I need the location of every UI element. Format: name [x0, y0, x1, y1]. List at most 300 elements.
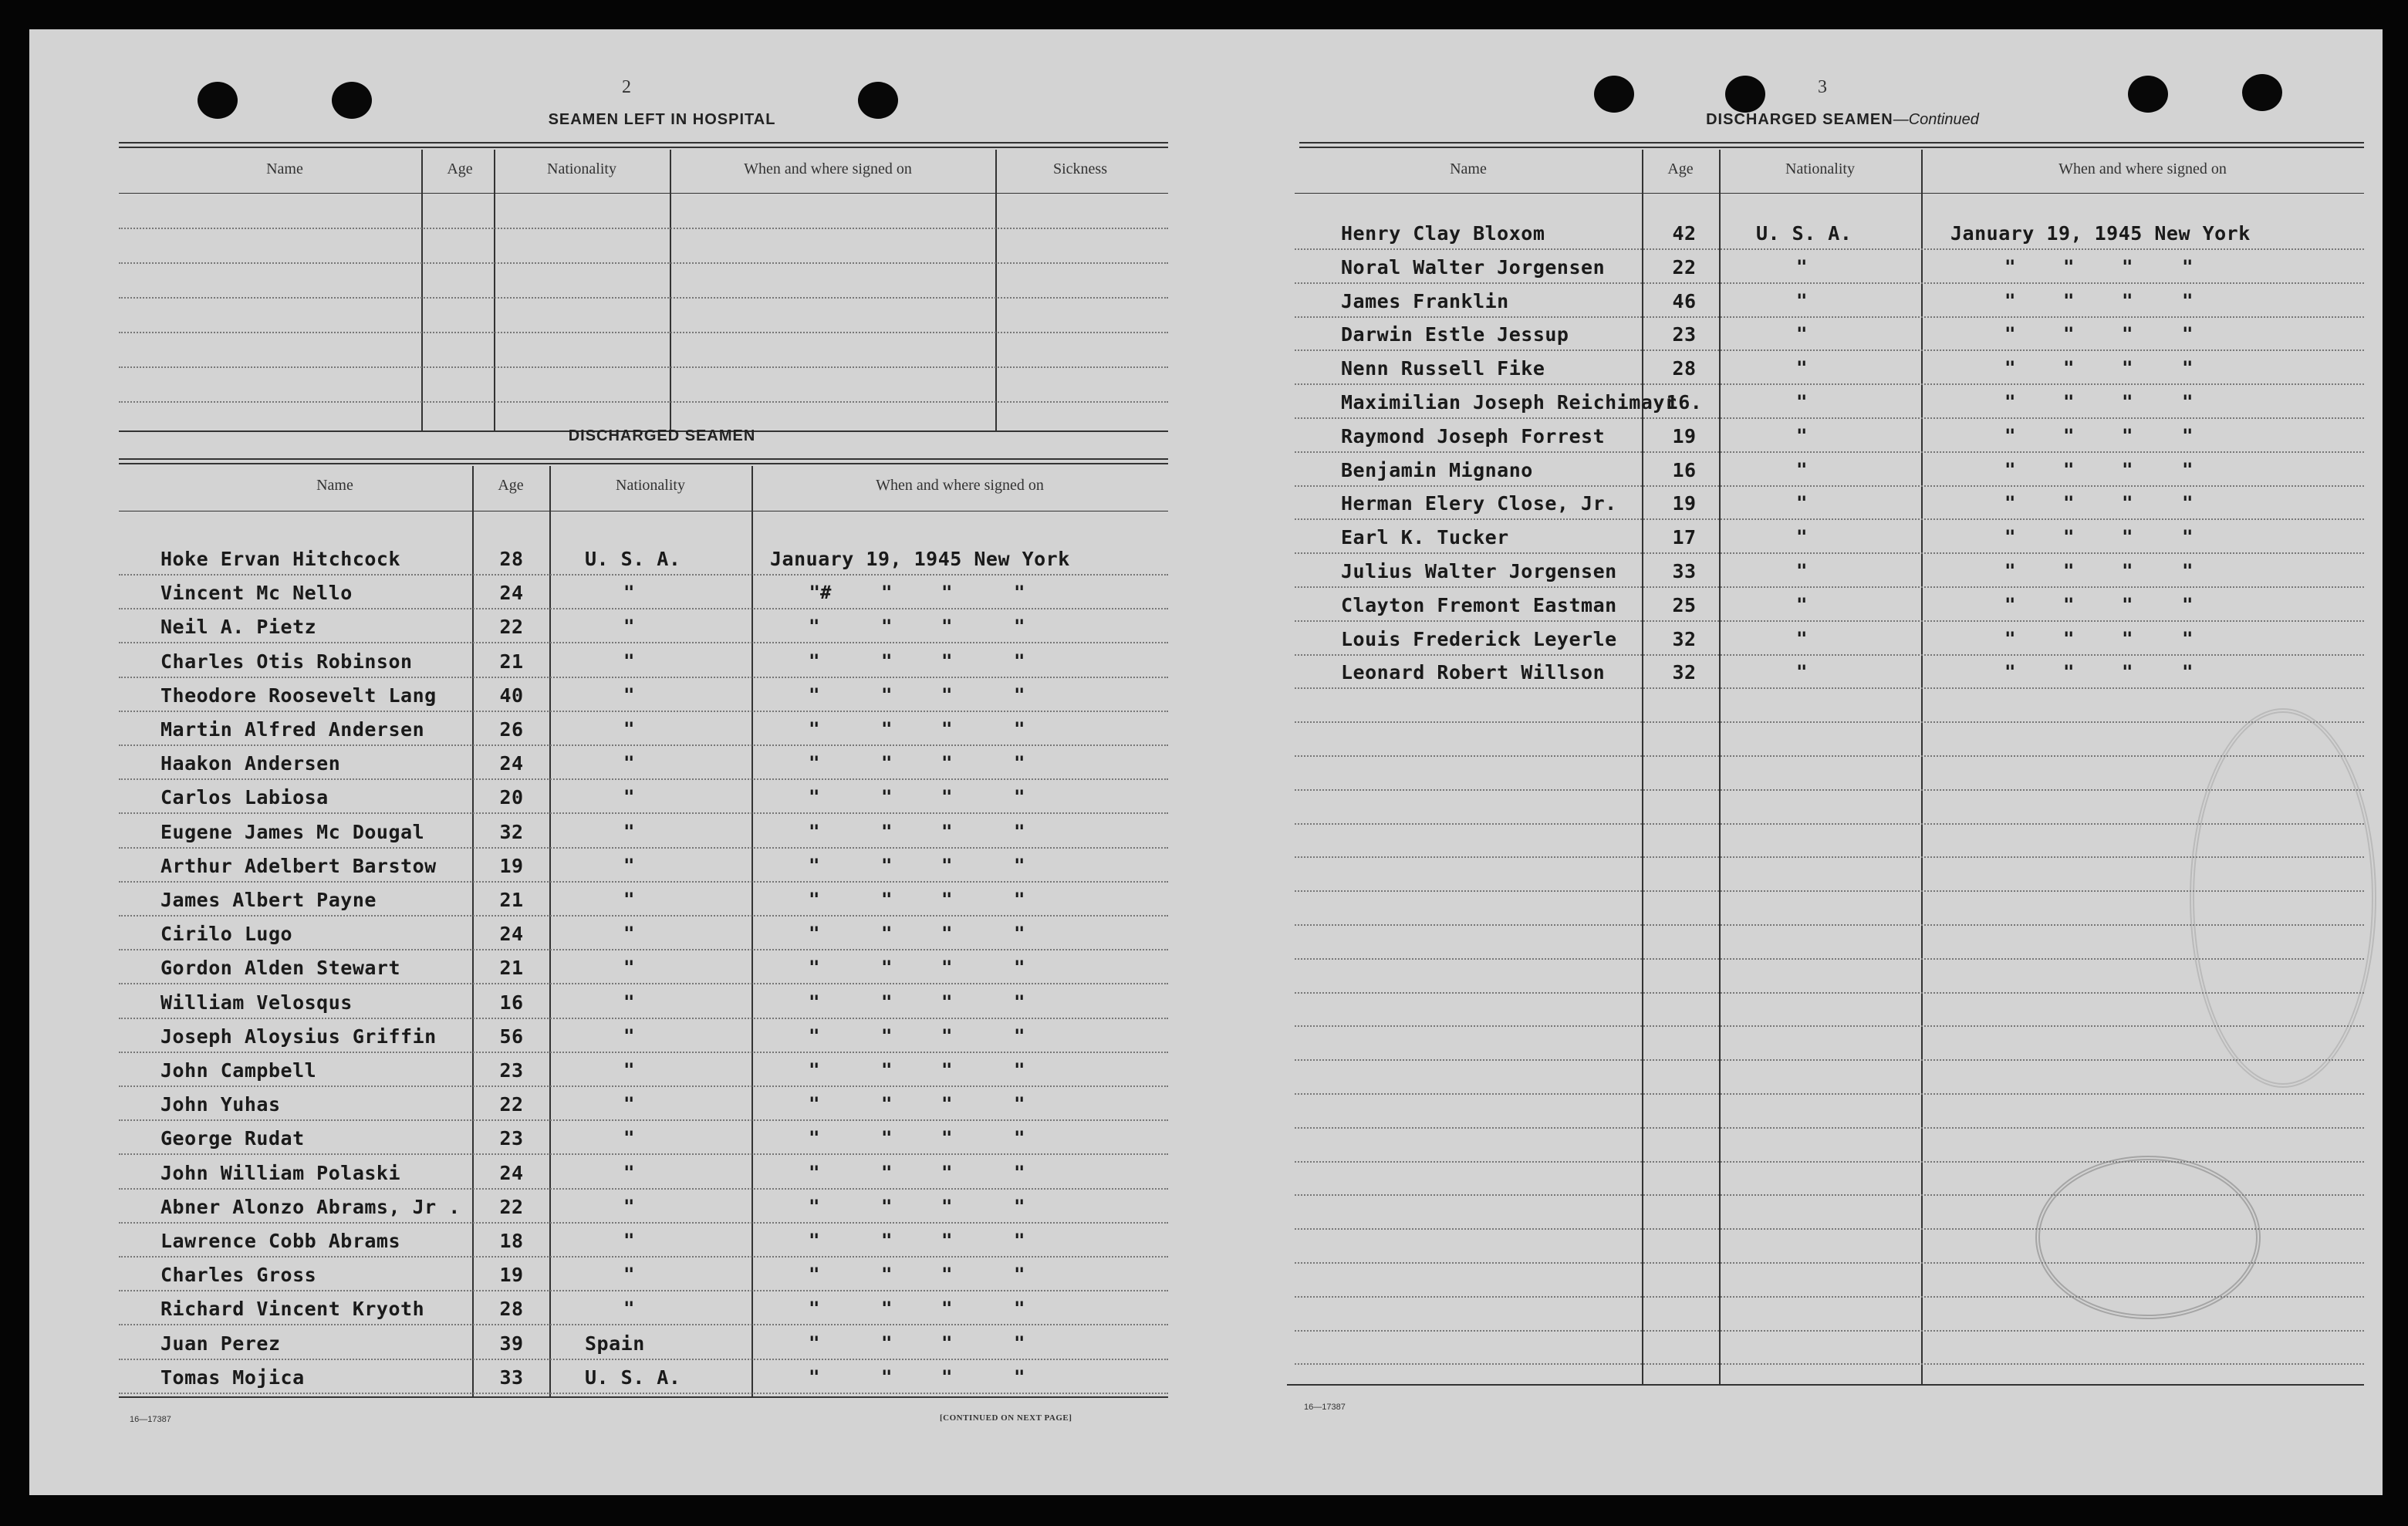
seaman-age: 19: [499, 855, 524, 877]
seaman-nationality: ": [623, 821, 635, 842]
seaman-name: James Franklin: [1341, 290, 1509, 312]
signed-ditto: ": [2182, 492, 2194, 514]
signed-ditto: ": [2122, 425, 2133, 447]
signed-ditto: ": [809, 1127, 820, 1149]
seaman-nationality: ": [623, 616, 635, 637]
signed-ditto: ": [2182, 594, 2194, 616]
signed-ditto: ": [881, 1298, 893, 1319]
signed-ditto: ": [2182, 290, 2194, 312]
seaman-name: Herman Elery Close, Jr.: [1341, 492, 1617, 515]
row-dotted-line: [1295, 1296, 2364, 1298]
row-dotted-line: [119, 847, 1168, 849]
signed-ditto: ": [1014, 1162, 1025, 1183]
hospital-header-name: Name: [266, 160, 303, 177]
signed-ditto: ": [2122, 391, 2133, 413]
seaman-age: 33: [1672, 560, 1697, 582]
row-dotted-line: [1295, 1127, 2364, 1129]
row-dotted-line: [1295, 890, 2364, 892]
seaman-age: 56: [499, 1025, 524, 1048]
row-dotted-line: [1295, 1025, 2364, 1027]
signed-ditto: ": [881, 1366, 893, 1388]
discharged-header-nationality: Nationality: [616, 477, 685, 494]
row-dotted-line: [1295, 316, 2364, 318]
signed-ditto: ": [941, 1264, 953, 1285]
seaman-age: 25: [1672, 594, 1697, 616]
row-dotted-line: [1295, 958, 2364, 960]
row-dotted-line: [1295, 654, 2364, 656]
row-dotted-line: [1295, 1194, 2364, 1196]
seaman-nationality: ": [623, 1025, 635, 1047]
signed-ditto: ": [809, 1059, 820, 1081]
signed-ditto: ": [2063, 492, 2075, 514]
seaman-nationality: ": [623, 923, 635, 944]
row-dotted-line: [119, 1290, 1168, 1291]
signed-ditto: ": [1014, 1196, 1025, 1217]
signed-ditto: ": [941, 1059, 953, 1081]
signed-ditto: ": [881, 582, 893, 603]
signed-ditto: ": [2004, 391, 2016, 413]
signed-ditto: ": [2063, 594, 2075, 616]
signed-ditto: ": [2004, 290, 2016, 312]
signed-ditto: ": [881, 821, 893, 842]
row-dotted-line: [119, 949, 1168, 950]
seaman-age: 19: [1672, 492, 1697, 515]
page-number: 3: [1818, 77, 1827, 97]
signed-ditto: ": [2063, 290, 2075, 312]
seaman-name: Darwin Estle Jessup: [1341, 323, 1569, 346]
seaman-nationality: ": [623, 582, 635, 603]
row-dotted-line: [119, 608, 1168, 609]
seaman-nationality: ": [623, 1162, 635, 1183]
signed-ditto: ": [2122, 459, 2133, 481]
signed-ditto: ": [941, 1025, 953, 1047]
seaman-age: 16: [1672, 459, 1697, 481]
row-dotted-line: [1295, 417, 2364, 419]
row-dotted-line: [1295, 383, 2364, 385]
seaman-nationality: ": [1796, 391, 1808, 413]
row-dotted-line: [1295, 823, 2364, 825]
signed-ditto: "#: [809, 582, 832, 603]
signed-ditto: ": [1014, 1093, 1025, 1115]
signed-ditto: ": [2063, 425, 2075, 447]
seaman-age: 33: [499, 1366, 524, 1389]
seaman-name: Abner Alonzo Abrams, Jr .: [160, 1196, 461, 1218]
seaman-nationality: ": [623, 1127, 635, 1149]
discharged-header-name: Name: [316, 477, 353, 494]
signed-ditto: ": [2122, 526, 2133, 548]
signed-ditto: ": [809, 1230, 820, 1251]
seaman-nationality: ": [623, 855, 635, 876]
signed-ditto: ": [1014, 616, 1025, 637]
row-dotted-line: [119, 881, 1168, 883]
signed-ditto: ": [941, 821, 953, 842]
signed-ditto: ": [2182, 560, 2194, 582]
seaman-name: Maximilian Joseph Reichimayr: [1341, 391, 1677, 414]
header-nationality: Nationality: [1785, 160, 1855, 177]
signed-ditto: ": [1014, 1230, 1025, 1251]
page-number: 2: [622, 77, 631, 97]
signed-ditto: ": [2004, 256, 2016, 278]
signed-ditto: ": [2063, 391, 2075, 413]
seaman-nationality: ": [1796, 594, 1808, 616]
row-dotted-line: [1295, 687, 2364, 689]
seaman-name: Richard Vincent Kryoth: [160, 1298, 425, 1320]
signed-ditto: ": [2004, 661, 2016, 683]
seaman-age: 26: [499, 718, 524, 741]
hospital-section-title: SEAMEN LEFT IN HOSPITAL: [548, 111, 776, 128]
signed-ditto: ": [881, 957, 893, 978]
row-dotted-line: [1295, 1330, 2364, 1332]
row-dotted-line: [119, 1018, 1168, 1019]
signed-ditto: ": [941, 1366, 953, 1388]
signed-ditto: ": [1014, 1332, 1025, 1354]
row-dotted-line: [1295, 1059, 2364, 1061]
signed-ditto: ": [2063, 357, 2075, 379]
seaman-age: 22: [499, 616, 524, 638]
row-dotted-line: [119, 1119, 1168, 1121]
row-dotted-line: [1295, 992, 2364, 994]
seaman-name: Cirilo Lugo: [160, 923, 293, 945]
signed-ditto: ": [1014, 1366, 1025, 1388]
row-dotted-line: [119, 1256, 1168, 1258]
form-number: 16—17387: [1304, 1403, 1346, 1412]
signed-ditto: ": [941, 923, 953, 944]
row-dotted-line: [119, 1188, 1168, 1190]
signed-ditto: ": [1014, 1059, 1025, 1081]
seaman-nationality: ": [1796, 256, 1808, 278]
seaman-age: 42: [1672, 222, 1697, 245]
signed-ditto: ": [809, 1196, 820, 1217]
seaman-age: 21: [499, 957, 524, 979]
seaman-age: 19: [499, 1264, 524, 1286]
row-dotted-line: [119, 1359, 1168, 1360]
hospital-header-nationality: Nationality: [547, 160, 616, 177]
seaman-name: Carlos Labiosa: [160, 786, 329, 809]
row-dotted-line: [1295, 856, 2364, 858]
seaman-name: James Albert Payne: [160, 889, 377, 911]
seaman-name: Theodore Roosevelt Lang: [160, 684, 437, 707]
row-dotted-line: [1295, 586, 2364, 588]
signed-ditto: ": [2182, 323, 2194, 345]
discharged-continued-title: [1534, 111, 2151, 129]
signed-ditto: ": [941, 582, 953, 603]
signed-ditto: ": [1014, 1127, 1025, 1149]
seaman-name: John Campbell: [160, 1059, 317, 1082]
seaman-name: Benjamin Mignano: [1341, 459, 1533, 481]
signed-ditto: ": [941, 1196, 953, 1217]
seaman-nationality: ": [1796, 459, 1808, 481]
seaman-nationality: U. S. A.: [585, 548, 681, 570]
seaman-name: Leonard Robert Willson: [1341, 661, 1606, 684]
signed-ditto: ": [1014, 923, 1025, 944]
seaman-name: Lawrence Cobb Abrams: [160, 1230, 401, 1252]
signed-ditto: ": [881, 718, 893, 740]
signed-ditto: ": [2004, 560, 2016, 582]
seaman-nationality: ": [1796, 290, 1808, 312]
seaman-name: Noral Walter Jorgensen: [1341, 256, 1606, 279]
form-number: 16—17387: [130, 1415, 171, 1424]
row-dotted-line: [119, 1153, 1168, 1155]
signed-ditto: ": [881, 1332, 893, 1354]
signed-ditto: ": [941, 616, 953, 637]
signed-ditto: ": [809, 718, 820, 740]
signed-ditto: ": [941, 718, 953, 740]
signed-ditto: ": [2182, 391, 2194, 413]
signed-ditto: ": [941, 855, 953, 876]
seaman-nationality: ": [623, 718, 635, 740]
row-dotted-line: [119, 1052, 1168, 1053]
signed-ditto: ": [809, 923, 820, 944]
seaman-nationality: ": [1796, 661, 1808, 683]
signed-ditto: ": [2063, 256, 2075, 278]
signed-ditto: ": [2122, 492, 2133, 514]
seaman-age: 16: [499, 991, 524, 1014]
row-dotted-line: [1295, 620, 2364, 622]
seaman-age: 40: [499, 684, 524, 707]
signed-ditto: ": [881, 650, 893, 672]
signed-ditto: ": [1014, 718, 1025, 740]
seaman-name: Arthur Adelbert Barstow: [160, 855, 437, 877]
seaman-name: Martin Alfred Andersen: [160, 718, 425, 741]
signed-ditto: ": [809, 684, 820, 706]
signed-ditto: ": [941, 1127, 953, 1149]
seaman-name: John William Polaski: [160, 1162, 401, 1184]
signed-ditto: ": [1014, 855, 1025, 876]
seaman-nationality: U. S. A.: [1756, 222, 1852, 245]
row-dotted-line: [119, 778, 1168, 780]
signed-ditto: ": [941, 889, 953, 910]
signed-ditto: ": [2004, 628, 2016, 650]
signed-ditto: ": [2004, 594, 2016, 616]
discharged-header-age: Age: [498, 477, 524, 494]
seaman-nationality: ": [623, 991, 635, 1013]
signed-ditto: ": [881, 786, 893, 808]
seaman-name: Charles Gross: [160, 1264, 317, 1286]
signed-ditto: ": [2004, 492, 2016, 514]
signed-ditto: ": [2182, 357, 2194, 379]
seaman-name: Nenn Russell Fike: [1341, 357, 1545, 380]
seaman-age: 22: [499, 1196, 524, 1218]
row-dotted-line: [119, 915, 1168, 917]
seaman-age: 24: [499, 1162, 524, 1184]
seaman-nationality: ": [1796, 425, 1808, 447]
seaman-age: 22: [499, 1093, 524, 1116]
seaman-age: 32: [499, 821, 524, 843]
seaman-name: William Velosqus: [160, 991, 353, 1014]
seaman-nationality: ": [623, 1264, 635, 1285]
signed-ditto: ": [1014, 957, 1025, 978]
seaman-age: 32: [1672, 661, 1697, 684]
title-continued: —Continued: [1893, 111, 1979, 128]
row-dotted-line: [119, 983, 1168, 984]
signed-ditto: ": [809, 616, 820, 637]
seaman-age: 28: [499, 1298, 524, 1320]
seaman-name: Louis Frederick Leyerle: [1341, 628, 1617, 650]
seaman-nationality: ": [623, 786, 635, 808]
signed-ditto: ": [2122, 357, 2133, 379]
seaman-age: 16.: [1666, 391, 1703, 414]
signed-ditto: ": [2182, 425, 2194, 447]
continued-note: [CONTINUED ON NEXT PAGE]: [940, 1413, 1072, 1423]
seaman-age: 24: [499, 923, 524, 945]
seaman-nationality: ": [1796, 357, 1808, 379]
signed-ditto: ": [2004, 459, 2016, 481]
signed-ditto: ": [881, 1025, 893, 1047]
seaman-nationality: ": [623, 889, 635, 910]
seaman-nationality: ": [623, 1196, 635, 1217]
seaman-nationality: ": [623, 752, 635, 774]
row-dotted-line: [1295, 721, 2364, 723]
seaman-age: 18: [499, 1230, 524, 1252]
seaman-name: Julius Walter Jorgensen: [1341, 560, 1617, 582]
row-dotted-line: [119, 642, 1168, 643]
row-dotted-line: [119, 574, 1168, 576]
signed-ditto: ": [2182, 256, 2194, 278]
seaman-name: Hoke Ervan Hitchcock: [160, 548, 401, 570]
seaman-name: Juan Perez: [160, 1332, 281, 1355]
signed-ditto: ": [2182, 459, 2194, 481]
signed-ditto: ": [941, 1162, 953, 1183]
discharged-section-title: DISCHARGED SEAMEN: [568, 427, 756, 444]
signed-ditto: ": [809, 1366, 820, 1388]
signed-ditto: ": [941, 1332, 953, 1354]
seaman-age: 32: [1672, 628, 1697, 650]
row-dotted-line: [1295, 485, 2364, 487]
seaman-nationality: Spain: [585, 1332, 645, 1355]
signed-ditto: ": [1014, 1025, 1025, 1047]
signed-ditto: ": [809, 650, 820, 672]
seaman-nationality: ": [1796, 560, 1808, 582]
row-dotted-line: [119, 1393, 1168, 1394]
signed-ditto: ": [881, 889, 893, 910]
signed-ditto: ": [941, 1298, 953, 1319]
seaman-nationality: ": [623, 650, 635, 672]
signed-ditto: ": [881, 991, 893, 1013]
seaman-name: John Yuhas: [160, 1093, 281, 1116]
seaman-age: 46: [1672, 290, 1697, 312]
seaman-name: Earl K. Tucker: [1341, 526, 1509, 549]
row-dotted-line: [119, 1222, 1168, 1224]
signed-ditto: ": [2122, 256, 2133, 278]
signed-ditto: ": [2182, 628, 2194, 650]
seaman-name: Clayton Fremont Eastman: [1341, 594, 1617, 616]
signed-ditto: ": [881, 1230, 893, 1251]
seaman-name: Tomas Mojica: [160, 1366, 305, 1389]
seaman-age: 23: [499, 1059, 524, 1082]
signed-ditto: ": [2004, 323, 2016, 345]
seaman-signed-on: January 19, 1945 New York: [770, 548, 1070, 570]
seaman-name: Neil A. Pietz: [160, 616, 317, 638]
signed-ditto: ": [881, 752, 893, 774]
seaman-name: Eugene James Mc Dougal: [160, 821, 425, 843]
signed-ditto: ": [881, 1162, 893, 1183]
row-dotted-line: [1295, 451, 2364, 453]
signed-ditto: ": [2122, 594, 2133, 616]
seaman-age: 17: [1672, 526, 1697, 549]
row-dotted-line: [1295, 1363, 2364, 1365]
signed-ditto: ": [1014, 752, 1025, 774]
seaman-age: 22: [1672, 256, 1697, 279]
signed-ditto: ": [941, 957, 953, 978]
signed-ditto: ": [2004, 357, 2016, 379]
signed-ditto: ": [809, 1025, 820, 1047]
seaman-age: 23: [499, 1127, 524, 1150]
left-page: [29, 29, 1187, 1495]
row-dotted-line: [119, 1324, 1168, 1325]
seaman-nationality: ": [623, 684, 635, 706]
signed-ditto: ": [941, 650, 953, 672]
row-dotted-line: [1295, 552, 2364, 554]
signed-ditto: ": [1014, 684, 1025, 706]
seaman-age: 24: [499, 752, 524, 775]
row-dotted-line: [1295, 1228, 2364, 1230]
signed-ditto: ": [809, 991, 820, 1013]
row-dotted-line: [119, 677, 1168, 678]
signed-ditto: ": [809, 1298, 820, 1319]
seaman-name: Gordon Alden Stewart: [160, 957, 401, 979]
signed-ditto: ": [881, 923, 893, 944]
seaman-nationality: ": [623, 957, 635, 978]
row-dotted-line: [1295, 248, 2364, 250]
hospital-header-age: Age: [447, 160, 473, 177]
row-dotted-line: [1295, 789, 2364, 791]
title-main: DISCHARGED SEAMEN: [1706, 111, 1893, 128]
seaman-name: Joseph Aloysius Griffin: [160, 1025, 437, 1048]
seaman-age: 23: [1672, 323, 1697, 346]
seaman-name: Charles Otis Robinson: [160, 650, 413, 673]
signed-ditto: ": [2122, 560, 2133, 582]
signed-ditto: ": [1014, 1264, 1025, 1285]
seaman-age: 21: [499, 889, 524, 911]
row-dotted-line: [1295, 1161, 2364, 1163]
seaman-age: 28: [1672, 357, 1697, 380]
seaman-name: Raymond Joseph Forrest: [1341, 425, 1606, 447]
signed-ditto: ": [1014, 582, 1025, 603]
row-dotted-line: [1295, 282, 2364, 284]
signed-ditto: ": [2004, 526, 2016, 548]
signed-ditto: ": [2122, 323, 2133, 345]
row-dotted-line: [1295, 518, 2364, 520]
signed-ditto: ": [1014, 650, 1025, 672]
signed-ditto: ": [809, 821, 820, 842]
seaman-name: Henry Clay Bloxom: [1341, 222, 1545, 245]
signed-ditto: ": [881, 616, 893, 637]
signed-ditto: ": [941, 786, 953, 808]
header-age: Age: [1667, 160, 1694, 177]
seaman-name: Haakon Andersen: [160, 752, 341, 775]
signed-ditto: ": [881, 1264, 893, 1285]
signed-ditto: ": [941, 684, 953, 706]
signed-ditto: ": [809, 786, 820, 808]
header-name: Name: [1450, 160, 1487, 177]
signed-ditto: ": [2063, 459, 2075, 481]
seaman-nationality: ": [623, 1230, 635, 1251]
row-dotted-line: [1295, 1262, 2364, 1264]
seaman-nationality: U. S. A.: [585, 1366, 681, 1389]
seaman-nationality: ": [1796, 323, 1808, 345]
seaman-nationality: ": [1796, 526, 1808, 548]
seaman-age: 20: [499, 786, 524, 809]
signed-ditto: ": [941, 752, 953, 774]
seaman-signed-on: January 19, 1945 New York: [1950, 222, 2251, 245]
seaman-age: 19: [1672, 425, 1697, 447]
signed-ditto: ": [2063, 323, 2075, 345]
signed-ditto: ": [941, 1230, 953, 1251]
signed-ditto: ": [941, 1093, 953, 1115]
seaman-nationality: ": [623, 1298, 635, 1319]
signed-ditto: ": [809, 855, 820, 876]
signed-ditto: ": [2122, 628, 2133, 650]
